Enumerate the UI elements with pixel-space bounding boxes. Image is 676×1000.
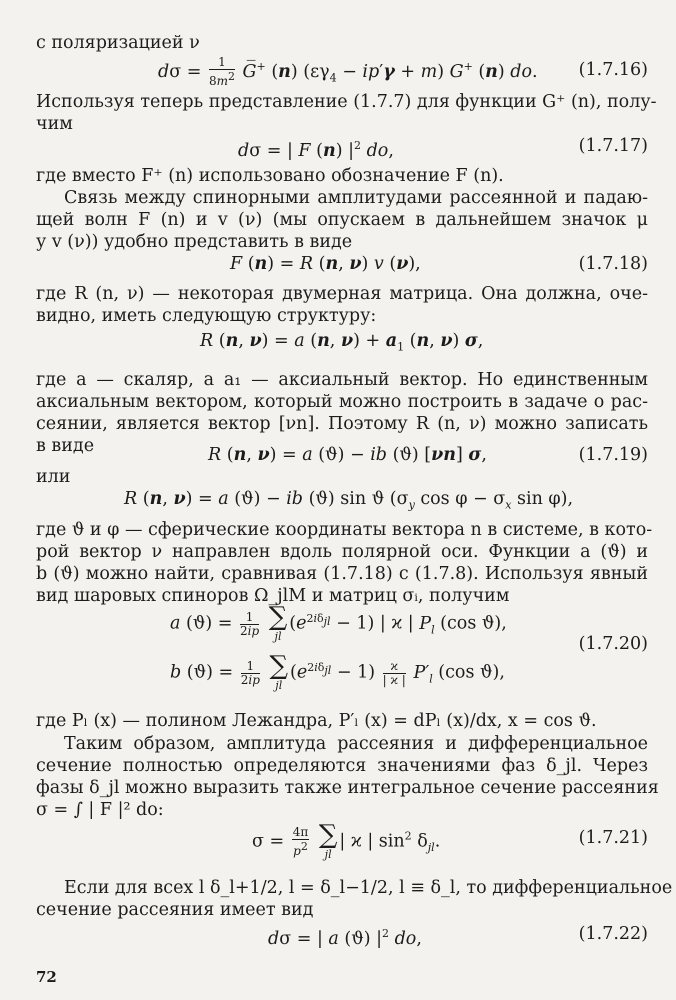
text-line: аксиальным вектором, который можно построить в задаче о рас- bbox=[36, 392, 648, 412]
text-line: видно, иметь следующую структуру: bbox=[36, 306, 377, 326]
equation-number: (1.7.22) bbox=[578, 924, 648, 944]
text-line: где вместо F⁺ (n) использовано обозначение F (n). bbox=[36, 166, 504, 186]
equation-1-7-16: dσ = $\frac{1}{8m^2}$ G̅+ (n) $(\varepsilon\gamma_4 - ip'\gamma + m)$ G+ (n) do. bbox=[158, 55, 538, 89]
equation-number: (1.7.20) bbox=[578, 634, 648, 654]
text-line: где R (n, ν) — некоторая двумерная матрица. Она должна, оче- bbox=[36, 284, 648, 304]
text-line: в виде bbox=[36, 436, 95, 456]
equation-number: (1.7.16) bbox=[578, 60, 648, 80]
text-line: где ϑ и φ — сферические координаты вектора n в системе, в кото- bbox=[36, 520, 653, 540]
text-line: сеянии, является вектор [νn]. Поэтому R (n, ν) можно записать bbox=[36, 414, 648, 434]
text-line: фазы δ_jl можно выразить также интегральное сечение рассеяния bbox=[36, 778, 659, 798]
text-line: щей волн F (n) и v (ν) (мы опускаем в дальнейшем значок μ bbox=[36, 210, 648, 230]
text-line: или bbox=[36, 467, 71, 487]
text-line: σ = ∫ | F |² do: bbox=[36, 800, 164, 820]
equation-1-7-19: R (n, ν) = a (ϑ) − ib (ϑ) [νn] σ, bbox=[208, 445, 487, 465]
text-line: Связь между спинорными амплитудами рассеянной и падаю- bbox=[64, 188, 648, 208]
text-line: у v (ν)) удобно представить в виде bbox=[36, 232, 353, 252]
text-line: с поляризацией ν bbox=[36, 33, 200, 53]
equation-1-7-20b: b (ϑ) = $\frac{1}{2ip}$ ∑ jl $(e^{2i\delta_{jl}} - 1)$ $\frac{ϰ}{| ϰ |}$ $P'_l$ (cos ϑ), bbox=[170, 651, 505, 692]
page-number: 72 bbox=[36, 968, 57, 986]
equation-1-7-22: dσ = | a (ϑ) $|^2$ do, bbox=[268, 927, 422, 949]
equation-1-7-20a: a (ϑ) = $\frac{1}{2ip}$ ∑ jl $(e^{2i\delta_{jl}} - 1)$ | ϰ | $P_l$ (cos ϑ), bbox=[170, 602, 507, 643]
text-line: где a — скаляр, a a₁ — аксиальный вектор. Но единственным bbox=[36, 370, 648, 390]
text-line: Если для всех l δ_l+1/2, l = δ_l−1/2, l ≡ δ_l, то дифференциальное bbox=[64, 878, 673, 898]
text-line: чим bbox=[36, 114, 73, 134]
equation-1-7-17: dσ = | F (n) $|^2$ do, bbox=[238, 139, 394, 161]
text-line: вид шаровых спиноров Ω_jlM и матриц σᵢ, получим bbox=[36, 586, 510, 606]
equation-unnumbered: R (n, ν) = a (n, $\nu) + a_1$ (n, ν) σ, bbox=[200, 331, 484, 354]
text-line: Таким образом, амплитуда рассеяния и дифференциальное bbox=[64, 734, 648, 754]
equation-unnumbered: R (n, ν) = a (ϑ) − ib (ϑ) sin ϑ ($\sigma_y$ $\cos \varphi - \sigma_x$ sin φ), bbox=[124, 489, 574, 512]
equation-number: (1.7.18) bbox=[578, 254, 648, 274]
equation-number: (1.7.17) bbox=[578, 136, 648, 156]
text-line: где Pₗ (x) — полином Лежандра, P′ₗ (x) = dPₗ (x)/dx, x = cos ϑ. bbox=[36, 711, 597, 731]
equation-number: (1.7.21) bbox=[578, 828, 648, 848]
text-line: Используя теперь представление (1.7.7) для функции G⁺ (n), полу- bbox=[36, 92, 657, 112]
equation-number: (1.7.19) bbox=[578, 445, 648, 465]
text-line: сечение рассеяния имеет вид bbox=[36, 900, 314, 920]
text-line: сечение полностью определяются значениями фаз δ_jl. Через bbox=[36, 756, 648, 776]
equation-1-7-21: σ = $\frac{4\pi}{p^2}$ ∑ jl | ϰ | $\sin^2 \delta_{jl}$. bbox=[252, 820, 441, 861]
equation-1-7-18: F (n) = R (n, ν) v (ν), bbox=[230, 254, 421, 274]
text-line: рой вектор ν направлен вдоль полярной оси. Функции a (ϑ) и bbox=[36, 542, 648, 562]
text-line: b (ϑ) можно найти, сравнивая (1.7.18) с (1.7.8). Используя явный bbox=[36, 564, 648, 584]
